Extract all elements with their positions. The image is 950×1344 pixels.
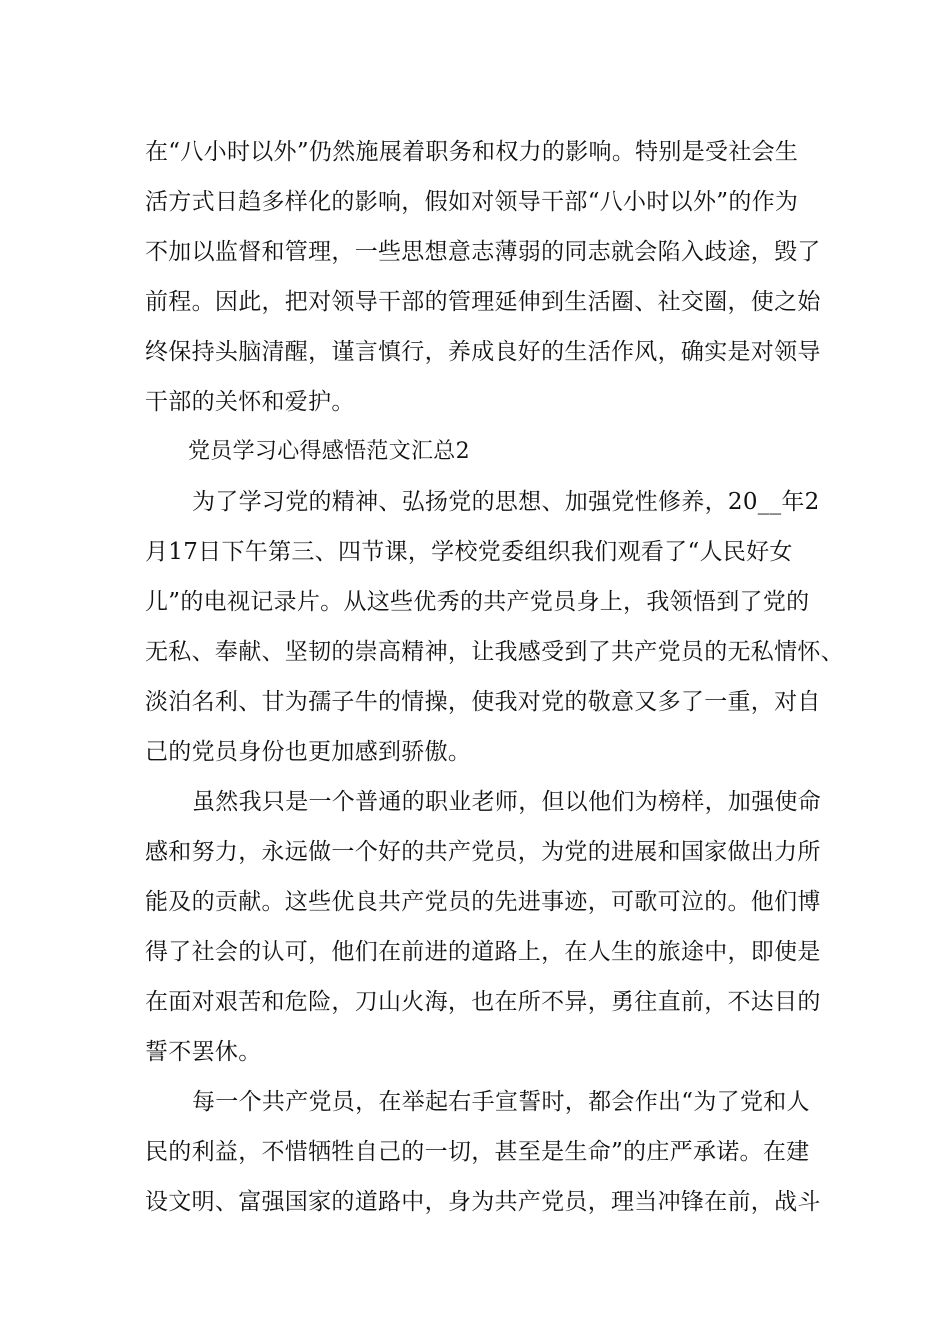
text-line: 每一个共产党员，在举起右手宣誓时，都会作出“为了党和人 [192, 1089, 810, 1115]
text-line: 干部的关怀和爱护。 [145, 389, 355, 415]
text-line: 民的利益，不惜牺牲自己的一切，甚至是生命”的庄严承诺。在建 [145, 1139, 810, 1165]
text-line: 誓不罢休。 [145, 1039, 262, 1065]
text-line: 儿”的电视记录片。从这些优秀的共产党员身上，我领悟到了党的 [145, 589, 810, 615]
text-line: 得了社会的认可，他们在前进的道路上，在人生的旅途中，即使是 [145, 939, 821, 965]
text-line: 终保持头脑清醒，谨言慎行，养成良好的生活作风，确实是对领导 [145, 339, 821, 365]
section-heading: 党员学习心得感悟范文汇总2 [188, 439, 470, 464]
text-line: 设文明、富强国家的道路中，身为共产党员，理当冲锋在前，战斗 [145, 1189, 821, 1215]
text-line: 己的党员身份也更加感到骄傲。 [145, 739, 472, 765]
text-line: 淡泊名利、甘为孺子牛的情操，使我对党的敬意又多了一重，对自 [145, 689, 821, 715]
text-line: 感和努力，永远做一个好的共产党员，为党的进展和国家做出力所 [145, 839, 821, 865]
text-line: 虽然我只是一个普通的职业老师，但以他们为榜样，加强使命 [192, 789, 822, 815]
text-line: 不加以监督和管理，一些思想意志薄弱的同志就会陷入歧途，毁了 [145, 239, 821, 265]
text-line: 在面对艰苦和危险，刀山火海，也在所不异，勇往直前，不达目的 [145, 989, 821, 1015]
text-line: 月17日下午第三、四节课，学校党委组织我们观看了“人民好女 [145, 539, 793, 565]
text-line: 前程。因此，把对领导干部的管理延伸到生活圈、社交圈，使之始 [145, 289, 821, 315]
text-line: 为了学习党的精神、弘扬党的思想、加强党性修养，20__年2 [192, 489, 820, 515]
text-line: 无私、奉献、坚韧的崇高精神，让我感受到了共产党员的无私情怀、 [145, 639, 844, 665]
text-line: 在“八小时以外”仍然施展着职务和权力的影响。特别是受社会生 [145, 139, 799, 165]
text-line: 能及的贡献。这些优良共产党员的先进事迹，可歌可泣的。他们博 [145, 889, 821, 915]
text-line: 活方式日趋多样化的影响，假如对领导干部“八小时以外”的作为 [145, 189, 799, 215]
